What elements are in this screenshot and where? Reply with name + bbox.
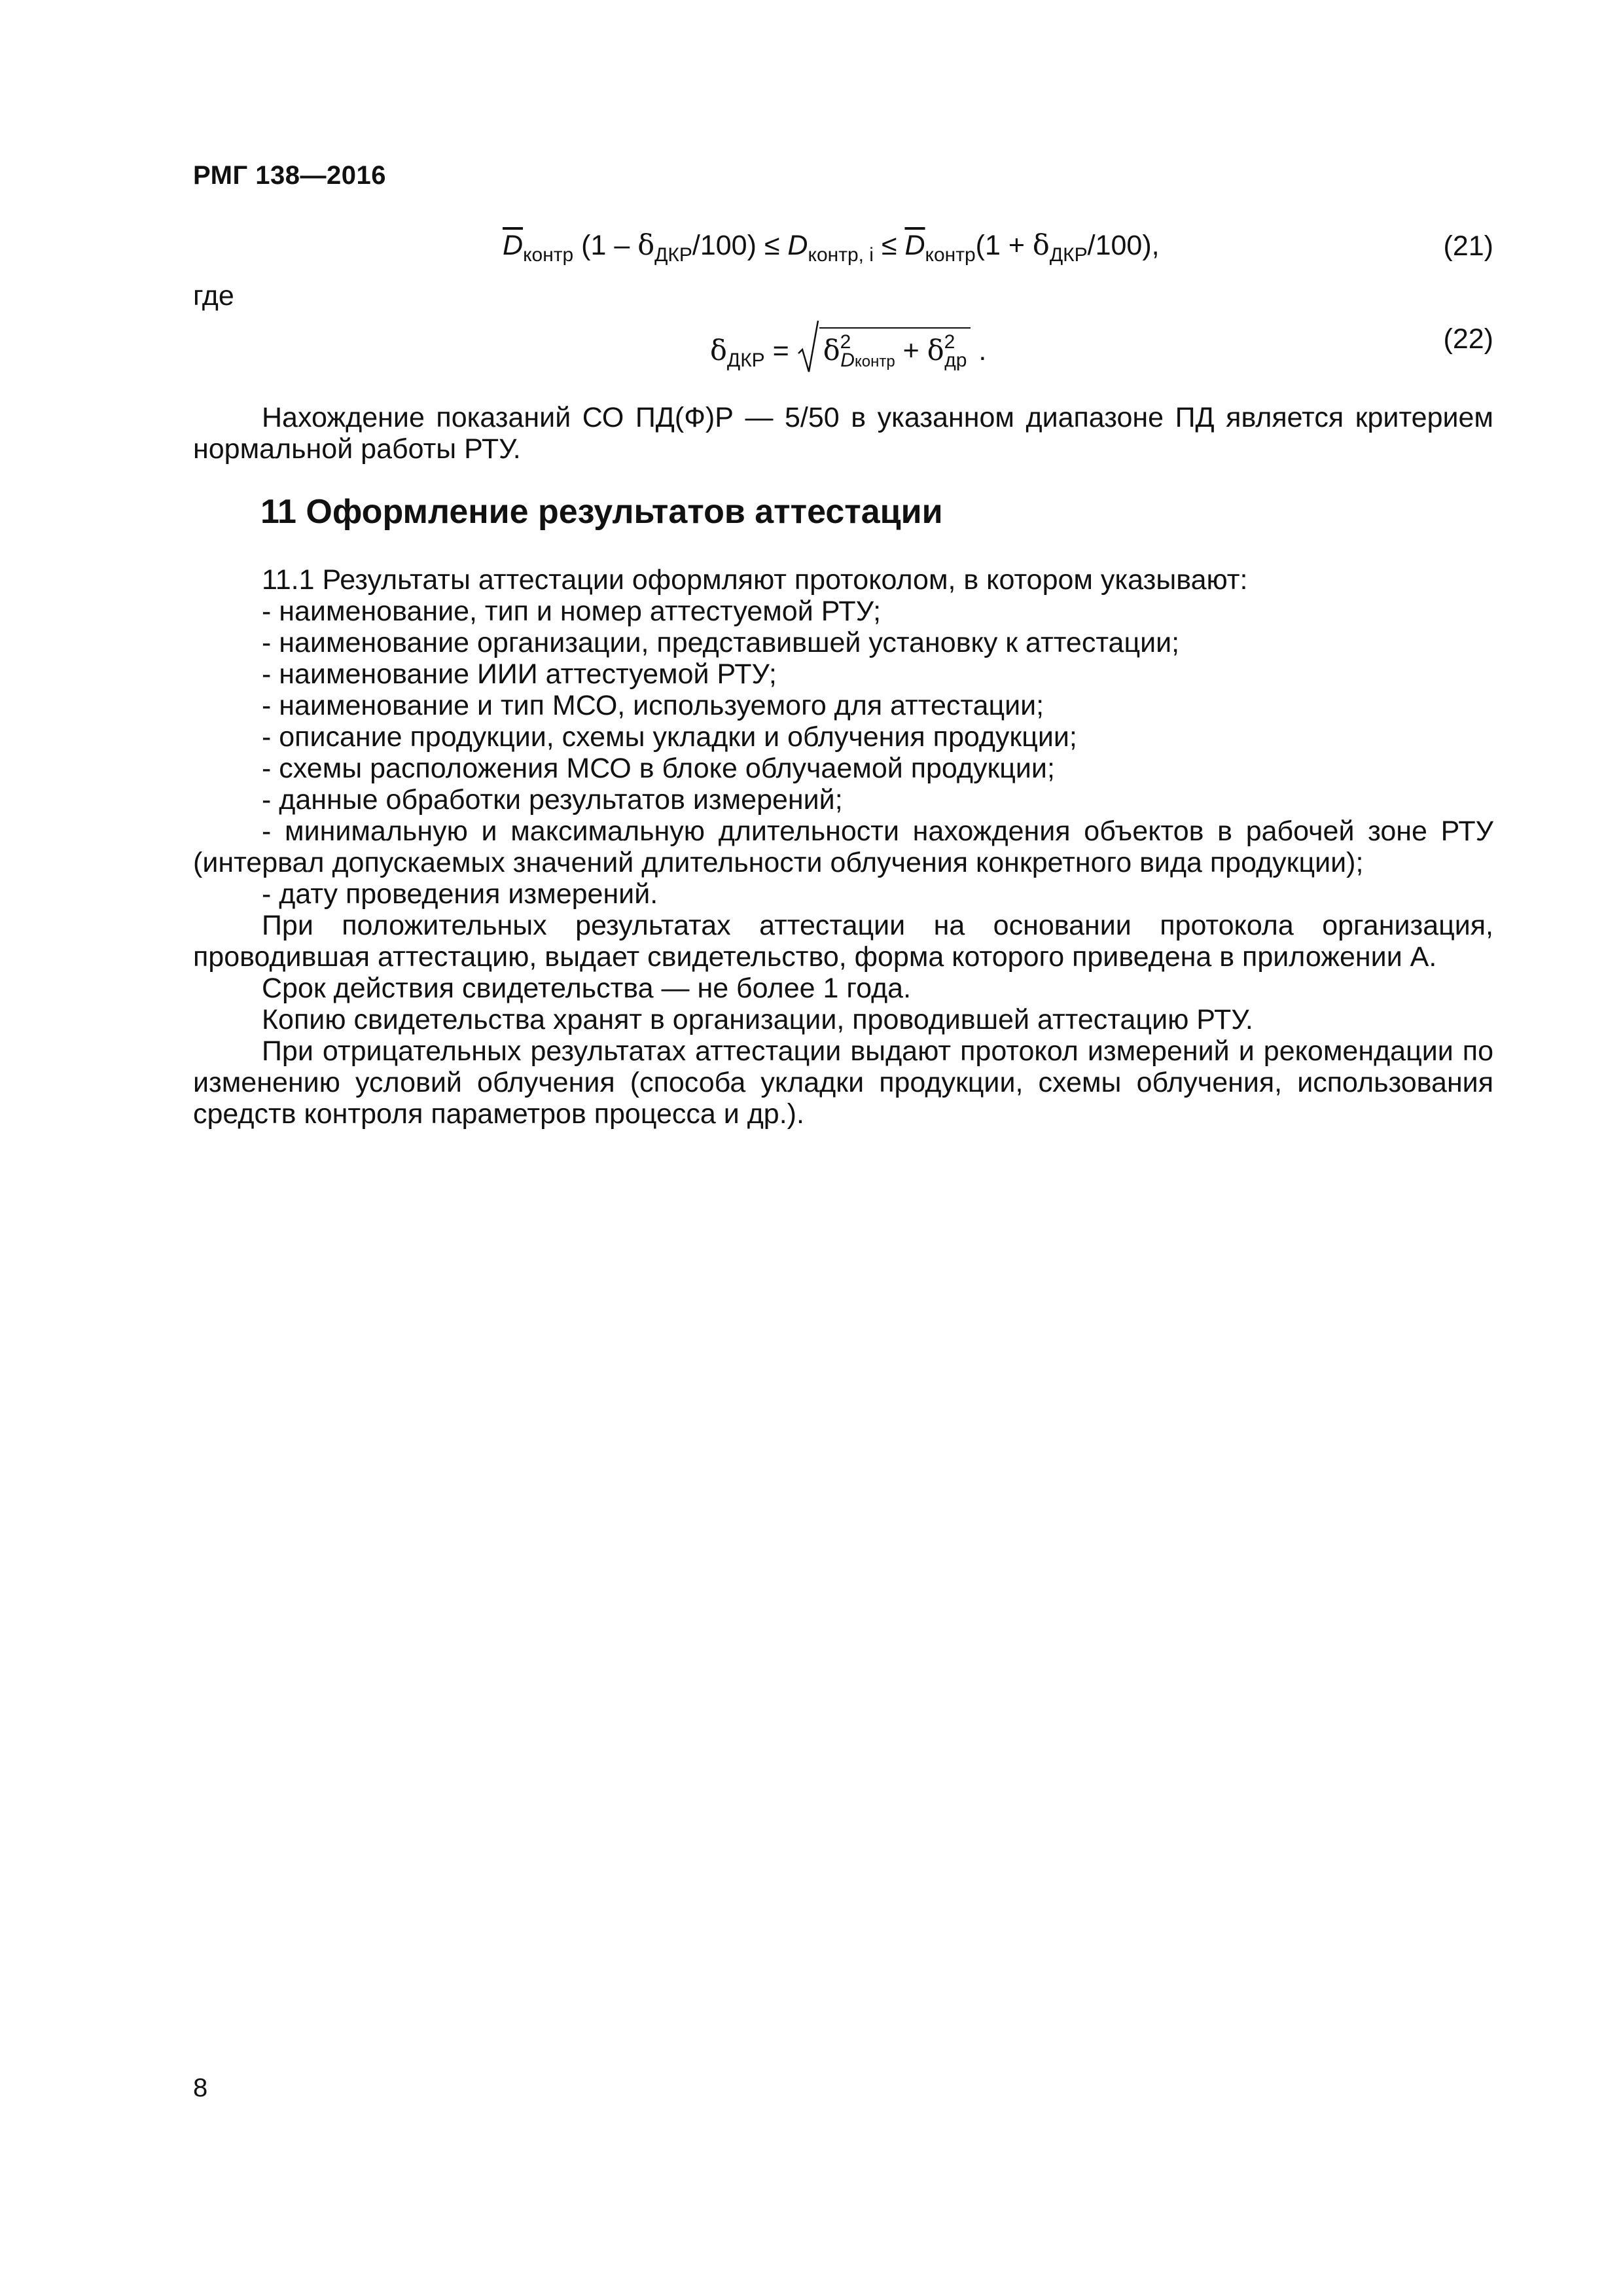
negative-results-paragraph: При отрицательных результатах аттестации выдают протокол измерений и рекомендации по изменению условий облучения (способа укладки продукции, схемы облучения, использования средств контроля параметров процесса и др.). (193, 1035, 1493, 1130)
radicand (819, 327, 971, 372)
delta-symbol: δ (823, 334, 840, 367)
document-code-header: РМГ 138—2016 (193, 161, 386, 190)
list-item: - минимальную и максимальную длительности нахождения объектов в рабочей зоне РТУ (интервал допускаемых значений длительности облучения конкретного вида продукции); (193, 816, 1493, 878)
clause-11-1 (193, 564, 1493, 1130)
list-item: - наименование организации, представившей установку к аттестации; (262, 627, 1180, 658)
subscript-d: D (840, 350, 855, 371)
superscript-2: 2 (944, 331, 955, 353)
formula-part: (1 – (573, 230, 638, 261)
formula-part: /100) ≤ (692, 230, 788, 261)
clause-intro: 11.1 Результаты аттестации оформляют протоколом, в котором указывают: (262, 564, 1248, 596)
page-number: 8 (193, 2073, 208, 2102)
d-bar-symbol: $\overline{D}$ (904, 230, 925, 261)
list-item: - схемы расположения МСО в блоке облучаемой продукции; (262, 753, 1055, 784)
equation-number-21: (21) (1443, 230, 1493, 262)
list-item: - наименование и тип МСО, используемого для аттестации; (262, 690, 1044, 721)
formula-21 (503, 229, 1160, 266)
list-item: - дату проведения измерений. (262, 878, 658, 910)
section-title: 11 Оформление результатов аттестации (260, 493, 943, 531)
subscript-dr: др (944, 350, 967, 371)
delta-symbol: δ (710, 334, 727, 367)
equation-number-22: (22) (1443, 323, 1493, 355)
d-bar-symbol: $\overline{D}$ (503, 230, 524, 261)
validity-paragraph: Срок действия свидетельства — не более 1 года. (262, 973, 912, 1004)
where-label: где (193, 280, 234, 312)
formula-22 (710, 327, 986, 372)
d-symbol: D (787, 230, 808, 261)
positive-results-paragraph: При положительных результатах аттестации на основании протокола организация, проводившая аттестацию, выдает свидетельство, форма которого приведена в приложении А. (193, 910, 1493, 973)
superscript-2: 2 (840, 331, 851, 353)
delta-symbol: δ (637, 229, 655, 262)
subscript-kontr: контр (523, 244, 574, 266)
list-item: - наименование, тип и номер аттестуемой РТУ; (262, 596, 882, 627)
subscript-kontr-i: контр, i (808, 244, 874, 266)
subscript-dkr: ДКР (654, 244, 692, 266)
delta-symbol: δ (1032, 229, 1050, 262)
subscript-dkr: ДКР (1049, 244, 1088, 266)
criterion-paragraph: Нахождение показаний СО ПД(Ф)Р — 5/50 в указанном диапазоне ПД является критерием нормальной работы РТУ. (193, 402, 1493, 465)
list-item: - описание продукции, схемы укладки и облучения продукции; (262, 721, 1077, 753)
formula-dot: . (971, 335, 987, 367)
plus-sign: + (895, 335, 927, 367)
list-item: - наименование ИИИ аттестуемой РТУ; (262, 658, 777, 690)
copy-paragraph: Копию свидетельства хранят в организации, проводившей аттестацию РТУ. (262, 1004, 1253, 1035)
delta-symbol: δ (927, 334, 944, 367)
equals-sign: = (764, 335, 797, 367)
list-item: - данные обработки результатов измерений; (262, 784, 843, 816)
subscript-kontr: контр (854, 353, 895, 370)
square-root (797, 327, 971, 372)
formula-part: (1 + (975, 230, 1033, 261)
less-equal-symbol: ≤ (873, 230, 905, 261)
subscript-dkr: ДКР (726, 350, 765, 371)
radical-sign-icon (797, 319, 819, 376)
subscript-kontr: контр (925, 244, 976, 266)
formula-part: /100), (1087, 230, 1160, 261)
